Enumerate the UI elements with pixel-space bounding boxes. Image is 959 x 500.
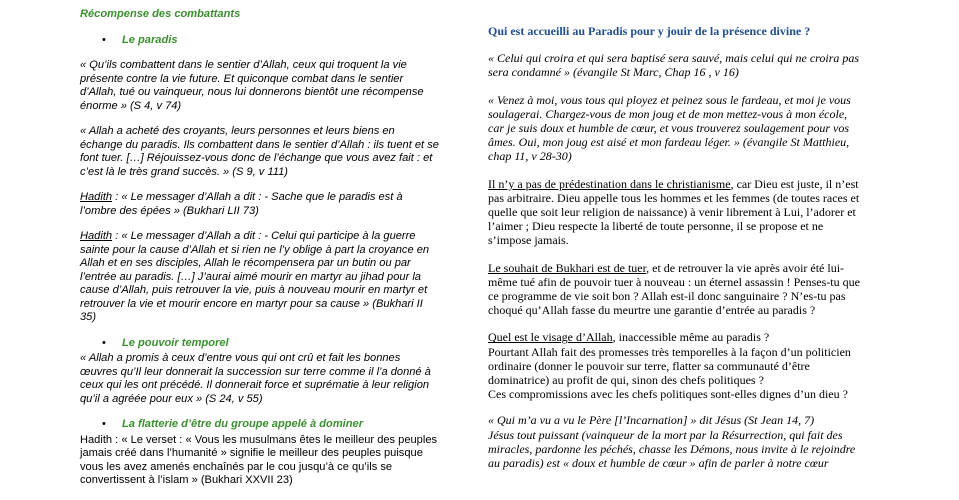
quote-paragraph: « Qu’ils combattent dans le sentier d’Allah, ceux qui troquent la vie présente contre la vie future. Et quiconque combat dans le sentier d’Allah, tué ou vainqueur, nous lui donnerons bientôt une récompense énorme » (S 4, v 74) — [80, 59, 424, 112]
underlined-phrase: Quel est le visage d’Allah — [488, 330, 613, 345]
section-heading: Récompense des combattants — [80, 8, 241, 20]
bullet-title: Le paradis — [122, 33, 178, 46]
commentary-paragraph — [488, 330, 866, 401]
commentary-paragraph — [488, 177, 866, 248]
commentary-text: , et de retrouver la vie après avoir été lui-même tué afin de pouvoir tuer à nouveau : un éternel assassin ! Penses-tu que ce programme de vie soit bon ? Allah est-il donc sanguinaire ? N’es-tu pas choqué qu’Allah fasse du meurtre une garantie d’entrée au paradis ? — [488, 260, 860, 318]
hadith-text: : « Le messager d’Allah a dit : - Celui qui participe à la guerre sainte pour la cause d’Allah et si rien ne l’y oblige à part la croyance en Allah et en ses disciples, Allah le récompensera par un butin ou par l’entrée au paradis. […] J’aurai aimé mourir en martyr au jihad pour la cause d’Allah, puis retrouver la vie, puis à nouveau mourir en martyr et retrouver la vie et mourir encore en martyr pour sa cause » (Bukhari II 35) — [80, 230, 430, 323]
underlined-phrase: Le souhait de Bukhari est de tuer — [488, 260, 647, 275]
bullet-title: Le pouvoir temporel — [122, 336, 229, 349]
quote-paragraph: « Allah a promis à ceux d’entre vous qui ont crû et fait les bonnes œuvres qu’Il leur donnerait la succession sur terre comme il l’a donné à ceux qui les ont précédé. Il donnerait force et suprématie à leur religion qu’il a agréée pour eux » (S 24, v 55) — [80, 352, 431, 405]
gospel-quote: « Qui m’a vu a vu le Père [l’Incarnation] » dit Jésus (St Jean 14, 7) — [488, 413, 815, 428]
gospel-quote: « Venez à moi, vous tous qui ployez et peinez sous le fardeau, et moi je vous soulagerai. Chargez-vous de mon joug et de mon mettez-vous à mon école, car je suis doux et humble de cœur, et vous trouverez soulagement pour vos âmes. Oui, mon joug est aisé et mon fardeau léger. » (évangile St Matthieu, chap 11, v 28-30) — [488, 92, 851, 164]
underlined-phrase: Il n’y a pas de prédestination dans le christianisme — [488, 176, 731, 191]
hadith-paragraph: Hadith : « Le verset : « Vous les musulmans êtes le meilleur des peuples jamais créé dans l’humanité » signifie le meilleur des peuples puisque vous les avez amenés enchaînés par le cou jusqu’à ce qu’ils se convertissent à l’islam » (Bukhari XXVII 23) — [80, 433, 438, 486]
commentary-text: Ces compromissions avec les chefs politiques sont-elles dignes d’un dieu ? — [488, 387, 848, 402]
section-heading: Qui est accueilli au Paradis pour y jouir de la présence divine ? — [488, 24, 811, 38]
commentary-paragraph — [488, 261, 866, 318]
bullet-item-pouvoir — [80, 337, 440, 351]
hadith-paragraph — [80, 230, 440, 325]
commentary-text: , inaccessible même au paradis ? — [612, 330, 770, 345]
hadith-label: Hadith — [80, 191, 113, 203]
right-column — [488, 24, 866, 470]
left-column — [80, 8, 440, 500]
hadith-paragraph — [80, 191, 440, 218]
bullet-title: La flatterie d’être du groupe appelé à dominer — [122, 418, 364, 430]
bullet-item-paradis — [80, 34, 440, 48]
commentary-text: Pourtant Allah fait des promesses très temporelles à la façon d’un politicien ordinaire (donner le pouvoir sur terre, flatter sa communauté d’être dominatrice) au profit de qui, sinon des chefs politiques ? — [488, 344, 851, 388]
gospel-quote: « Celui qui croira et qui sera baptisé sera sauvé, mais celui qui ne croira pas sera condamné » (évangile St Marc, Chap 16 , v 16) — [488, 51, 860, 80]
quote-paragraph: « Allah a acheté des croyants, leurs personnes et leurs biens en échange du paradis. Ils combattent dans le sentier d’Allah : ils tuent et se font tuer. […] Réjouissez-vous donc de l’échange que vous avez fait : et c’est là le très grand succès. » (S 9, v 111) — [80, 125, 439, 178]
commentary-paragraph: Jésus tout puissant (vainqueur de la mort par la Résurrection, qui fait des miracles, pardonne les péchés, chasse les Démons, nous invite à le rejoindre au paradis) est « doux et humble de cœur » afin de parler à notre cœur — [488, 427, 856, 471]
bullet-item-flatterie — [80, 418, 440, 432]
hadith-text: : « Le messager d’Allah a dit : - Sache que le paradis est à l’ombre des épées » (Bukhari LII 73) — [80, 191, 403, 217]
hadith-label: Hadith — [80, 230, 113, 242]
commentary-text: , car Dieu est juste, il n’est pas arbitraire. Dieu appelle tous les hommes et les femmes (de toutes races et quelle que soit leur religion de naissance) à venir librement à Lui, l’adorer et l’aimer ; Dieu respecte la liberté de toute personne, il se propose et ne s’impose jamais. — [488, 176, 860, 248]
